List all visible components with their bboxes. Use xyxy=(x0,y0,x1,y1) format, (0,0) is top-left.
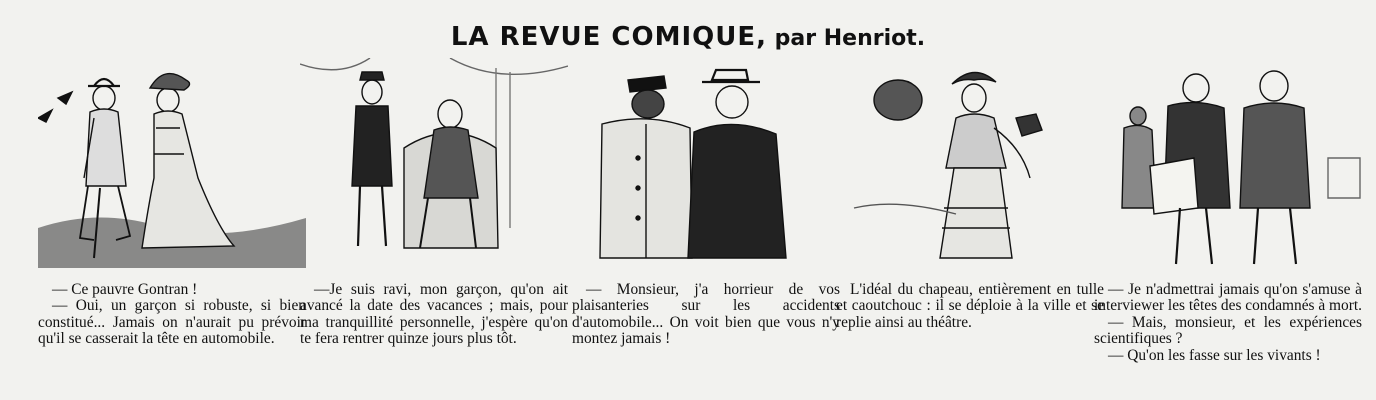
page-title xyxy=(0,22,1376,52)
comic-panel-3 xyxy=(572,58,840,394)
title-text: LA REVUE COMIQUE, xyxy=(450,22,767,52)
panel-3-caption xyxy=(572,282,840,348)
caption-line: L'idéal du chapeau, entièrement en tulle et caoutchouc : il se déploie à la ville et se replie ainsi au théâtre. xyxy=(836,281,1104,331)
caption-line: — Monsieur, j'a horrieur de vos plaisanteries sur les accidents d'automobile... On voit bien que vous n'y montez jamais ! xyxy=(572,281,840,348)
caption-line: — Je n'admettrai jamais qu'on s'amuse à interviewer les têtes des condamnés à mort. xyxy=(1094,281,1362,315)
caption-line: — Oui, un garçon si robuste, si bien constitué... Jamais on n'aurait pu prévoir qu'il se casserait la tête en automobile. xyxy=(38,297,306,348)
caption-line: —Je suis ravi, mon garçon, qu'on ait avancé la date des vacances ; mais, pour ma tranquillité personnelle, j'espère qu'on te fera rentrer quinze jours plus tôt. xyxy=(300,281,568,348)
panel-2-caption xyxy=(300,282,568,348)
panel-5-illustration xyxy=(1094,58,1362,268)
panel-1-caption xyxy=(38,282,306,348)
panel-2-illustration xyxy=(300,58,568,268)
comic-panel-5 xyxy=(1094,58,1362,394)
panel-5-caption xyxy=(1094,282,1362,364)
caption-line: — Mais, monsieur, et les expériences scientifiques ? xyxy=(1094,313,1362,348)
caption-line: — Ce pauvre Gontran ! xyxy=(52,281,198,298)
comic-panel-4 xyxy=(836,58,1104,394)
byline: par Henriot. xyxy=(767,26,926,51)
panel-3-illustration xyxy=(572,58,840,268)
panel-4-caption xyxy=(836,282,1104,331)
panel-4-illustration xyxy=(836,58,1104,268)
panel-1-illustration xyxy=(38,58,306,268)
caption-line: — Qu'on les fasse sur les vivants ! xyxy=(1108,346,1321,364)
comic-panel-2 xyxy=(300,58,568,394)
comic-panel-1 xyxy=(38,58,306,394)
